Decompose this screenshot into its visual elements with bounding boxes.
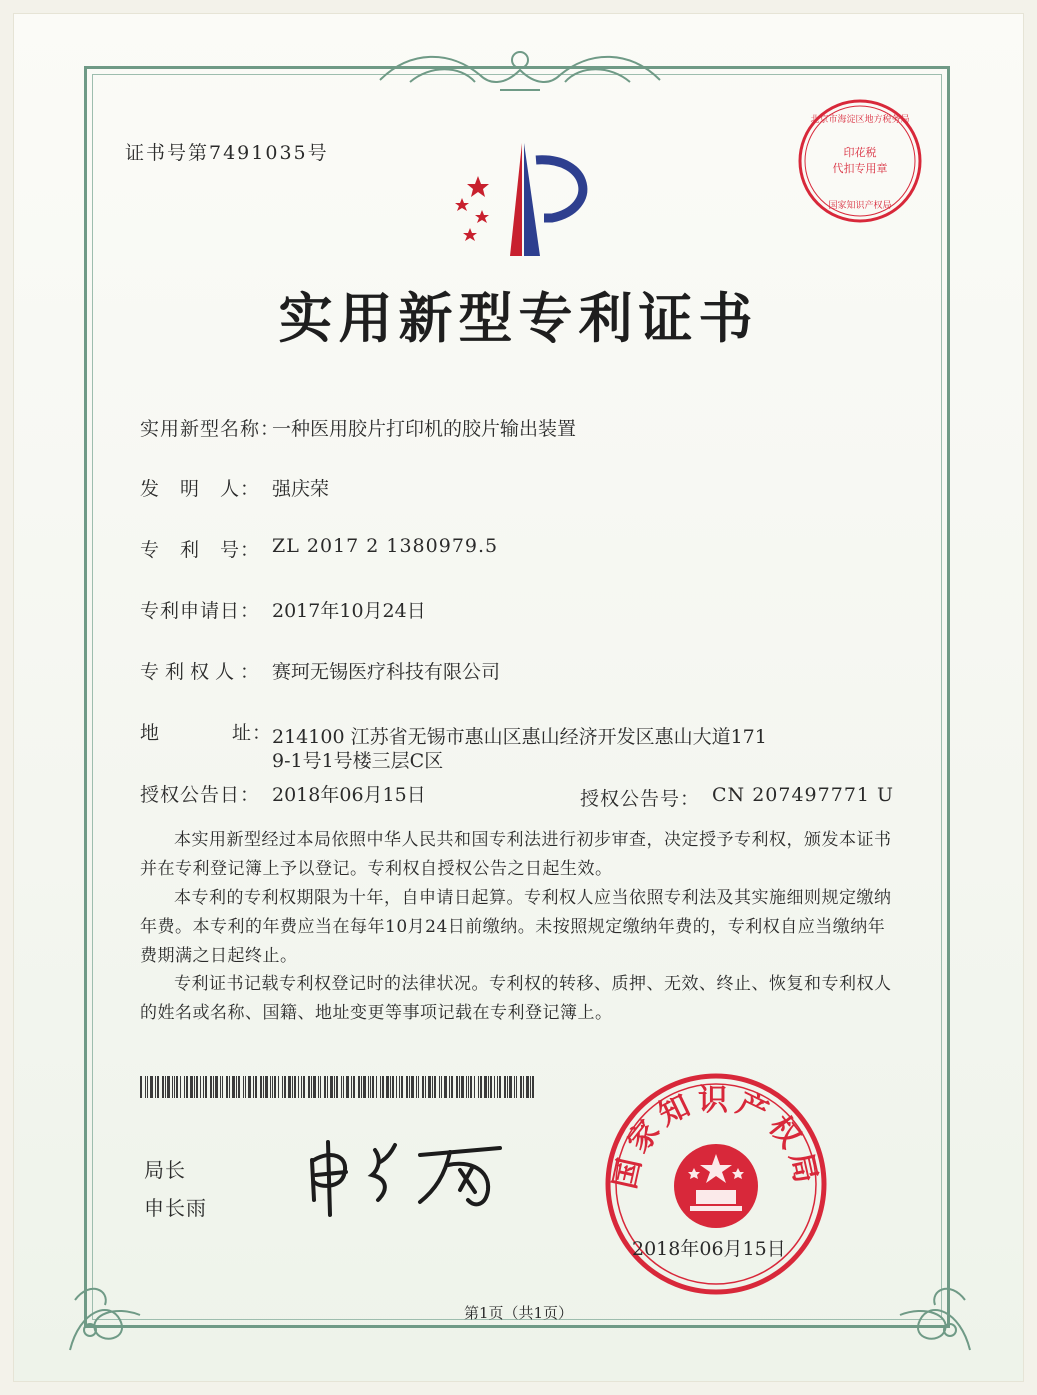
barcode-bar (451, 1076, 453, 1098)
barcode-bar (308, 1076, 310, 1098)
barcode-bar (497, 1076, 498, 1098)
address-line-2: 9-1号1号楼三层C区 (272, 750, 444, 772)
barcode-bar (194, 1076, 195, 1098)
barcode-bar (186, 1076, 188, 1098)
barcode-bar (162, 1076, 164, 1098)
barcode-bar (245, 1076, 246, 1098)
barcode-bar (509, 1076, 512, 1098)
body-paragraph-2: 本专利的专利权期限为十年，自申请日起算。专利权人应当依照专利法及其实施细则规定缴纳年费。本专利的年费应当在每年10月24日前缴纳。未按照规定缴纳年费的，专利权自应当缴纳年费期满之日起终止。 (140, 888, 892, 966)
barcode-bar (157, 1076, 159, 1098)
barcode-bar (176, 1076, 178, 1098)
director-title: 局长 (144, 1158, 186, 1182)
barcode-bar (324, 1076, 326, 1098)
barcode-bar (336, 1076, 338, 1098)
barcode-bar (232, 1076, 235, 1098)
page-indicator: 第1页（共1页） (463, 1304, 574, 1322)
barcode-bar (272, 1076, 273, 1098)
barcode-bar (461, 1076, 464, 1098)
certificate-title: 实用新型专利证书 (278, 287, 759, 350)
barcode-bar (406, 1076, 408, 1098)
barcode-bar (530, 1076, 531, 1098)
barcode-bar (213, 1076, 214, 1098)
barcode-bar (478, 1076, 479, 1098)
barcode-bar (190, 1076, 193, 1098)
barcode-bar (499, 1076, 501, 1098)
barcode-bar (474, 1076, 475, 1098)
barcode-bar (418, 1076, 419, 1098)
barcode-bar (255, 1076, 257, 1098)
barcode-bar (301, 1076, 302, 1098)
director-name: 申长雨 (144, 1196, 207, 1220)
barcode-bar (203, 1076, 204, 1098)
barcode-bar (220, 1076, 221, 1098)
barcode-bar (376, 1076, 377, 1098)
grant-number-value: CN 207497771 U (712, 784, 895, 806)
barcode-bar (196, 1076, 198, 1098)
seal-date: 2018年06月15日 (632, 1238, 786, 1260)
barcode-bar (441, 1076, 442, 1098)
barcode-bar (494, 1076, 495, 1098)
barcode-bar (248, 1076, 251, 1098)
barcode-bar (411, 1076, 414, 1098)
barcode-bar (343, 1076, 344, 1098)
barcode-bar (399, 1076, 400, 1098)
barcode-bar (490, 1076, 492, 1098)
barcode-bar (327, 1076, 328, 1098)
patent-office-seal (600, 1068, 832, 1300)
barcode-bar (140, 1076, 142, 1098)
barcode-bar (488, 1076, 489, 1098)
barcode-bar (459, 1076, 460, 1098)
barcode-bar (278, 1076, 279, 1098)
barcode-bar (416, 1076, 417, 1098)
barcode-bar (260, 1076, 262, 1098)
utility-model-name-label: 实用新型名称： (140, 418, 281, 440)
barcode-bar (282, 1076, 283, 1098)
barcode-bar (253, 1076, 254, 1098)
barcode-bar (468, 1076, 469, 1098)
barcode-bar (353, 1076, 355, 1098)
patent-number-value: ZL 2017 2 1380979.5 (272, 535, 499, 557)
certificate-number: 证书号第7491035号 (125, 142, 329, 164)
barcode-bar (346, 1076, 349, 1098)
barcode-bar (165, 1076, 166, 1098)
utility-model-name-value: 一种医用胶片打印机的胶片输出装置 (272, 418, 577, 440)
barcode-bar (155, 1076, 156, 1098)
barcode-bar (200, 1076, 201, 1098)
barcode-bar (484, 1076, 487, 1098)
barcode-bar (292, 1076, 293, 1098)
barcode-bar (184, 1076, 185, 1098)
barcode-bar (392, 1076, 394, 1098)
bottom-right-ornament-icon (860, 1240, 980, 1360)
barcode-bar (386, 1076, 389, 1098)
barcode-bar (480, 1076, 482, 1098)
barcode-bar (180, 1076, 181, 1098)
barcode-bar (210, 1076, 212, 1098)
barcode-bar (303, 1076, 305, 1098)
svg-text:印花税: 印花税 (843, 146, 877, 159)
barcode-bar (284, 1076, 286, 1098)
barcode-bar (390, 1076, 391, 1098)
barcode-bar (422, 1076, 424, 1098)
grant-date-label: 授权公告日： (140, 784, 261, 806)
barcode-bar (523, 1076, 524, 1098)
barcode-bar (444, 1076, 447, 1098)
barcode-bar (380, 1076, 381, 1098)
address-label-second: 址： (232, 722, 273, 744)
barcode-bar (265, 1076, 268, 1098)
barcode-bar (288, 1076, 291, 1098)
barcode-bar (520, 1076, 522, 1098)
barcode-bar (372, 1076, 374, 1098)
filing-date-label: 专利申请日： (140, 600, 261, 622)
patent-office-logo-icon (440, 138, 610, 263)
svg-text:代扣专用章: 代扣专用章 (832, 162, 888, 175)
barcode-bar (270, 1076, 271, 1098)
barcode-bar (226, 1076, 228, 1098)
address-label-first: 地 (140, 722, 161, 744)
barcode-bar (341, 1076, 342, 1098)
barcode-bar (504, 1076, 506, 1098)
barcode-bar (361, 1076, 362, 1098)
inventor-label: 发 明 人： (140, 478, 261, 500)
barcode-bar (434, 1076, 436, 1098)
barcode-bar (298, 1076, 299, 1098)
barcode-bar (222, 1076, 223, 1098)
barcode-bar (368, 1076, 369, 1098)
barcode-bar (449, 1076, 450, 1098)
barcode-bar (330, 1076, 333, 1098)
barcode-bar (432, 1076, 433, 1098)
barcode-bar (439, 1076, 440, 1098)
grant-number-label: 授权公告号： (580, 788, 701, 810)
seal-ring-text: 国家知识产权局 (607, 1083, 825, 1193)
filing-date-value: 2017年10月24日 (272, 600, 426, 622)
barcode-bar (425, 1076, 426, 1098)
barcode-bar (172, 1076, 173, 1098)
svg-text:国家知识产权局: 国家知识产权局 (828, 201, 892, 211)
barcode-bar (318, 1076, 319, 1098)
barcode-bar (150, 1076, 153, 1098)
barcode-bar (145, 1076, 146, 1098)
patentee-value: 赛珂无锡医疗科技有限公司 (272, 661, 501, 683)
barcode-bar (274, 1076, 276, 1098)
barcode-bar (470, 1076, 472, 1098)
barcode-bar (516, 1076, 517, 1098)
body-paragraph-1: 本实用新型经过本局依照中华人民共和国专利法进行初步审查，决定授予专利权，颁发本证书并在专利登记簿上予以登记。专利权自授权公告之日起生效。 (140, 830, 892, 879)
barcode-bar (382, 1076, 384, 1098)
barcode-bar (236, 1076, 237, 1098)
inventor-value: 强庆荣 (272, 478, 330, 500)
barcode-bar (229, 1076, 230, 1098)
barcode-bar (167, 1076, 170, 1098)
barcode-bar (396, 1076, 397, 1098)
top-ornament-icon (370, 40, 670, 100)
body-paragraph-3: 专利证书记载专利权登记时的法律状况。专利权的转移、质押、无效、终止、恢复和专利权人的姓名或名称、国籍、地址变更等事项记载在专利登记簿上。 (140, 974, 892, 1023)
barcode-bar (243, 1076, 244, 1098)
barcode-bar (507, 1076, 508, 1098)
tax-stamp-seal (795, 96, 925, 226)
barcode-bar (370, 1076, 371, 1098)
barcode-bar (334, 1076, 335, 1098)
barcode-bar (238, 1076, 240, 1098)
barcode-bar (294, 1076, 296, 1098)
barcode-bar (351, 1076, 352, 1098)
grant-date-value: 2018年06月15日 (272, 784, 426, 806)
barcode-bar (358, 1076, 360, 1098)
barcode-bar (205, 1076, 207, 1098)
barcode-bar (514, 1076, 515, 1098)
bottom-left-ornament-icon (60, 1240, 180, 1360)
barcode-bar (147, 1076, 148, 1098)
barcode-bar (456, 1076, 458, 1098)
patent-number-label: 专 利 号： (140, 539, 261, 561)
svg-text:北京市海淀区地方税务局: 北京市海淀区地方税务局 (810, 115, 910, 125)
barcode-bar (401, 1076, 403, 1098)
barcode-bar (313, 1076, 316, 1098)
barcode-bar (215, 1076, 218, 1098)
barcode-bar (409, 1076, 410, 1098)
barcode-bar (174, 1076, 175, 1098)
barcode-bar (320, 1076, 321, 1098)
barcode (140, 1076, 540, 1098)
address-line-1: 214100 江苏省无锡市惠山区惠山经济开发区惠山大道171 (272, 726, 767, 748)
patentee-label: 专利权人： (140, 661, 266, 683)
barcode-bar (532, 1076, 534, 1098)
barcode-bar (263, 1076, 264, 1098)
barcode-bar (428, 1076, 431, 1098)
barcode-bar (466, 1076, 467, 1098)
director-signature (300, 1130, 520, 1220)
barcode-bar (363, 1076, 366, 1098)
barcode-bar (311, 1076, 312, 1098)
barcode-bar (526, 1076, 529, 1098)
